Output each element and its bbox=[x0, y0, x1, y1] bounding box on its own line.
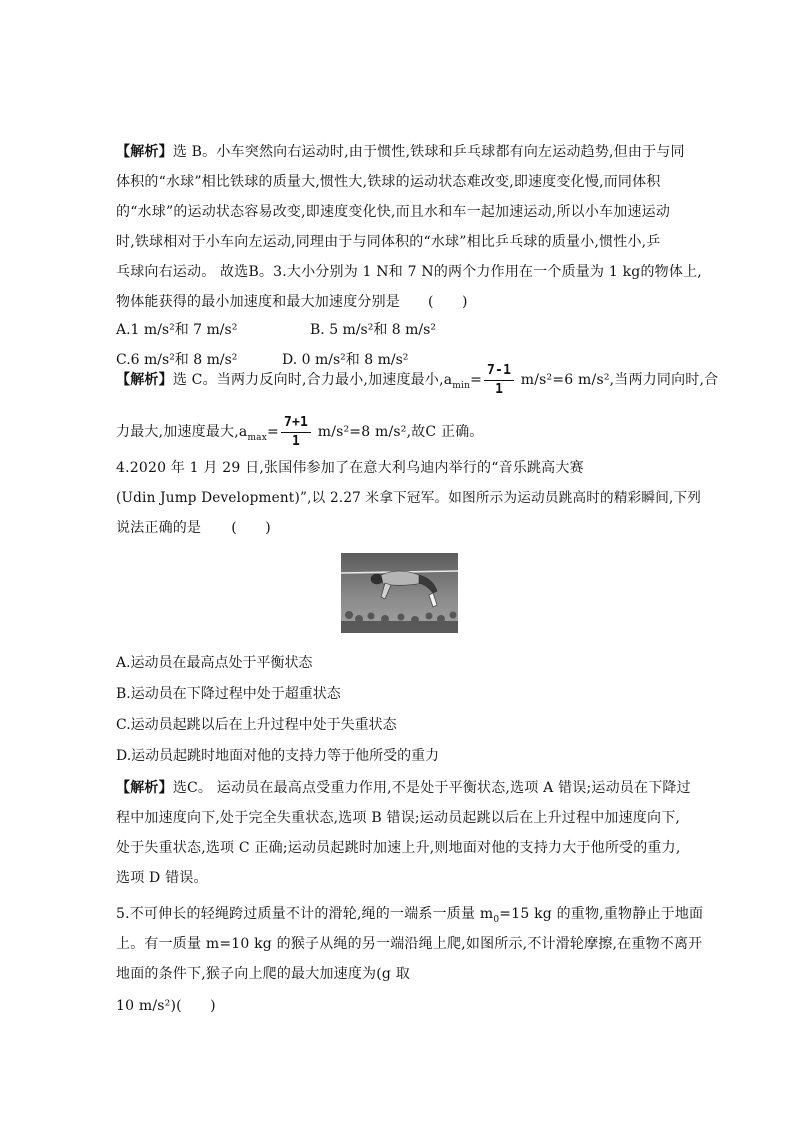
q3-option-b: B. 5 m/s²和 8 m/s² bbox=[310, 322, 436, 338]
q4-option-b: B.运动员在下降过程中处于超重状态 bbox=[116, 686, 341, 702]
q5-stem-line-2: 上。有一质量 m=10 kg 的猴子从绳的另一端沿绳上爬,如图所示,不计滑轮摩擦,在重物不离开 bbox=[116, 936, 703, 952]
analysis-tag: 【解析】 bbox=[116, 372, 173, 388]
q3-option-a: A.1 m/s²和 7 m/s² bbox=[116, 322, 238, 338]
high-jump-image bbox=[341, 553, 458, 633]
q4-stem-line-3: 说法正确的是 ( ) bbox=[116, 520, 271, 536]
q3-analysis-line-1: 【解析】选 C。当两力反向时,合力最小,加速度最小$,a_{min}=$ $\frac{7-1}{1}$ m/s²=6 m/s²,当两力同向时,合 bbox=[116, 362, 719, 397]
q4-stem-line-1: 4.2020 年 1 月 29 日,张国伟参加了在意大利乌迪内举行的“音乐跳高大赛 bbox=[116, 460, 584, 476]
fraction-min: $\frac{7-1}{1}$ bbox=[484, 363, 514, 398]
q4-option-c: C.运动员起跳以后在上升过程中处于失重状态 bbox=[116, 717, 397, 733]
answer-paren: ( ) bbox=[231, 520, 271, 536]
analysis-tag: 【解析】 bbox=[116, 780, 173, 796]
q4-analysis-line-2: 程中加速度向下,处于完全失重状态,选项 B 错误;运动员起跳以后在上升过程中加速度向下, bbox=[116, 810, 681, 826]
q4-option-a: A.运动员在最高点处于平衡状态 bbox=[116, 655, 313, 671]
q5-stem-line-4: 10 m/s²)( ) bbox=[116, 998, 216, 1014]
analysis-tag: 【解析】 bbox=[116, 144, 173, 160]
q5-stem-line-1: 5.不可伸长的轻绳跨过质量不计的滑轮,绳的一端系一质量 $m_0=15$ kg 的重物,重物静止于地面 bbox=[116, 906, 704, 925]
q2-analysis-line-1: 【解析】选 B。小车突然向右运动时,由于惯性,铁球和乒乓球都有向左运动趋势,但由于与同 bbox=[116, 144, 685, 160]
q4-option-d: D.运动员起跳时地面对他的支持力等于他所受的重力 bbox=[116, 748, 440, 764]
q2-analysis-line-4: 时,铁球相对于小车向左运动,同理由于与同体积的“水球”相比乒乓球的质量小,惯性小,乒 bbox=[116, 234, 661, 250]
fraction-max: $\frac{7+1}{1}$ bbox=[281, 415, 311, 450]
q2-analysis-line-3: 的“水球”的运动状态容易改变,即速度变化快,而且水和车一起加速运动,所以小车加速运动 bbox=[116, 204, 671, 220]
q4-analysis-line-1: 【解析】选C。 运动员在最高点受重力作用,不是处于平衡状态,选项 A 错误;运动员在下降过 bbox=[116, 780, 691, 796]
q3-stem-line-2: 物体能获得的最小加速度和最大加速度分别是 ( ) bbox=[116, 294, 468, 310]
q3-option-c: C.6 m/s²和 8 m/s² bbox=[116, 352, 238, 368]
q2-analysis-line-5: 乓球向右运动。 故选B。3.大小分别为 1 N和 7 N的两个力作用在一个质量为 1 kg的物体上, bbox=[116, 264, 702, 280]
q5-stem-line-3: 地面的条件下,猴子向上爬的最大加速度为(g 取 bbox=[116, 966, 410, 982]
q3-option-d: D. 0 m/s²和 8 m/s² bbox=[282, 352, 409, 368]
q4-stem-line-2: (Udin Jump Development)”,以 2.27 米拿下冠军。如图所示为运动员跳高时的精彩瞬间,下列 bbox=[116, 490, 702, 506]
q3-stem: 3.大小分别为 1 N和 7 N的两个力作用在一个质量为 1 kg的物体上, bbox=[273, 264, 702, 280]
answer-paren: ( ) bbox=[176, 998, 216, 1014]
q4-analysis-line-4: 选项 D 错误。 bbox=[116, 870, 208, 886]
q4-analysis-line-3: 处于失重状态,选项 C 正确;运动员起跳时加速上升,则地面对他的支持力大于他所受的重力, bbox=[116, 840, 681, 856]
q2-analysis-line-2: 体积的“水球”相比铁球的质量大,惯性大,铁球的运动状态难改变,即速度变化慢,而同体积 bbox=[116, 174, 661, 190]
q3-analysis-line-2: 力最大,加速度最大$,a_{max}=$ $\frac{7+1}{1}$ m/s²=8 m/s²,故C 正确。 bbox=[116, 414, 484, 449]
answer-paren: ( ) bbox=[428, 294, 468, 310]
high-jump-photo bbox=[341, 553, 458, 633]
